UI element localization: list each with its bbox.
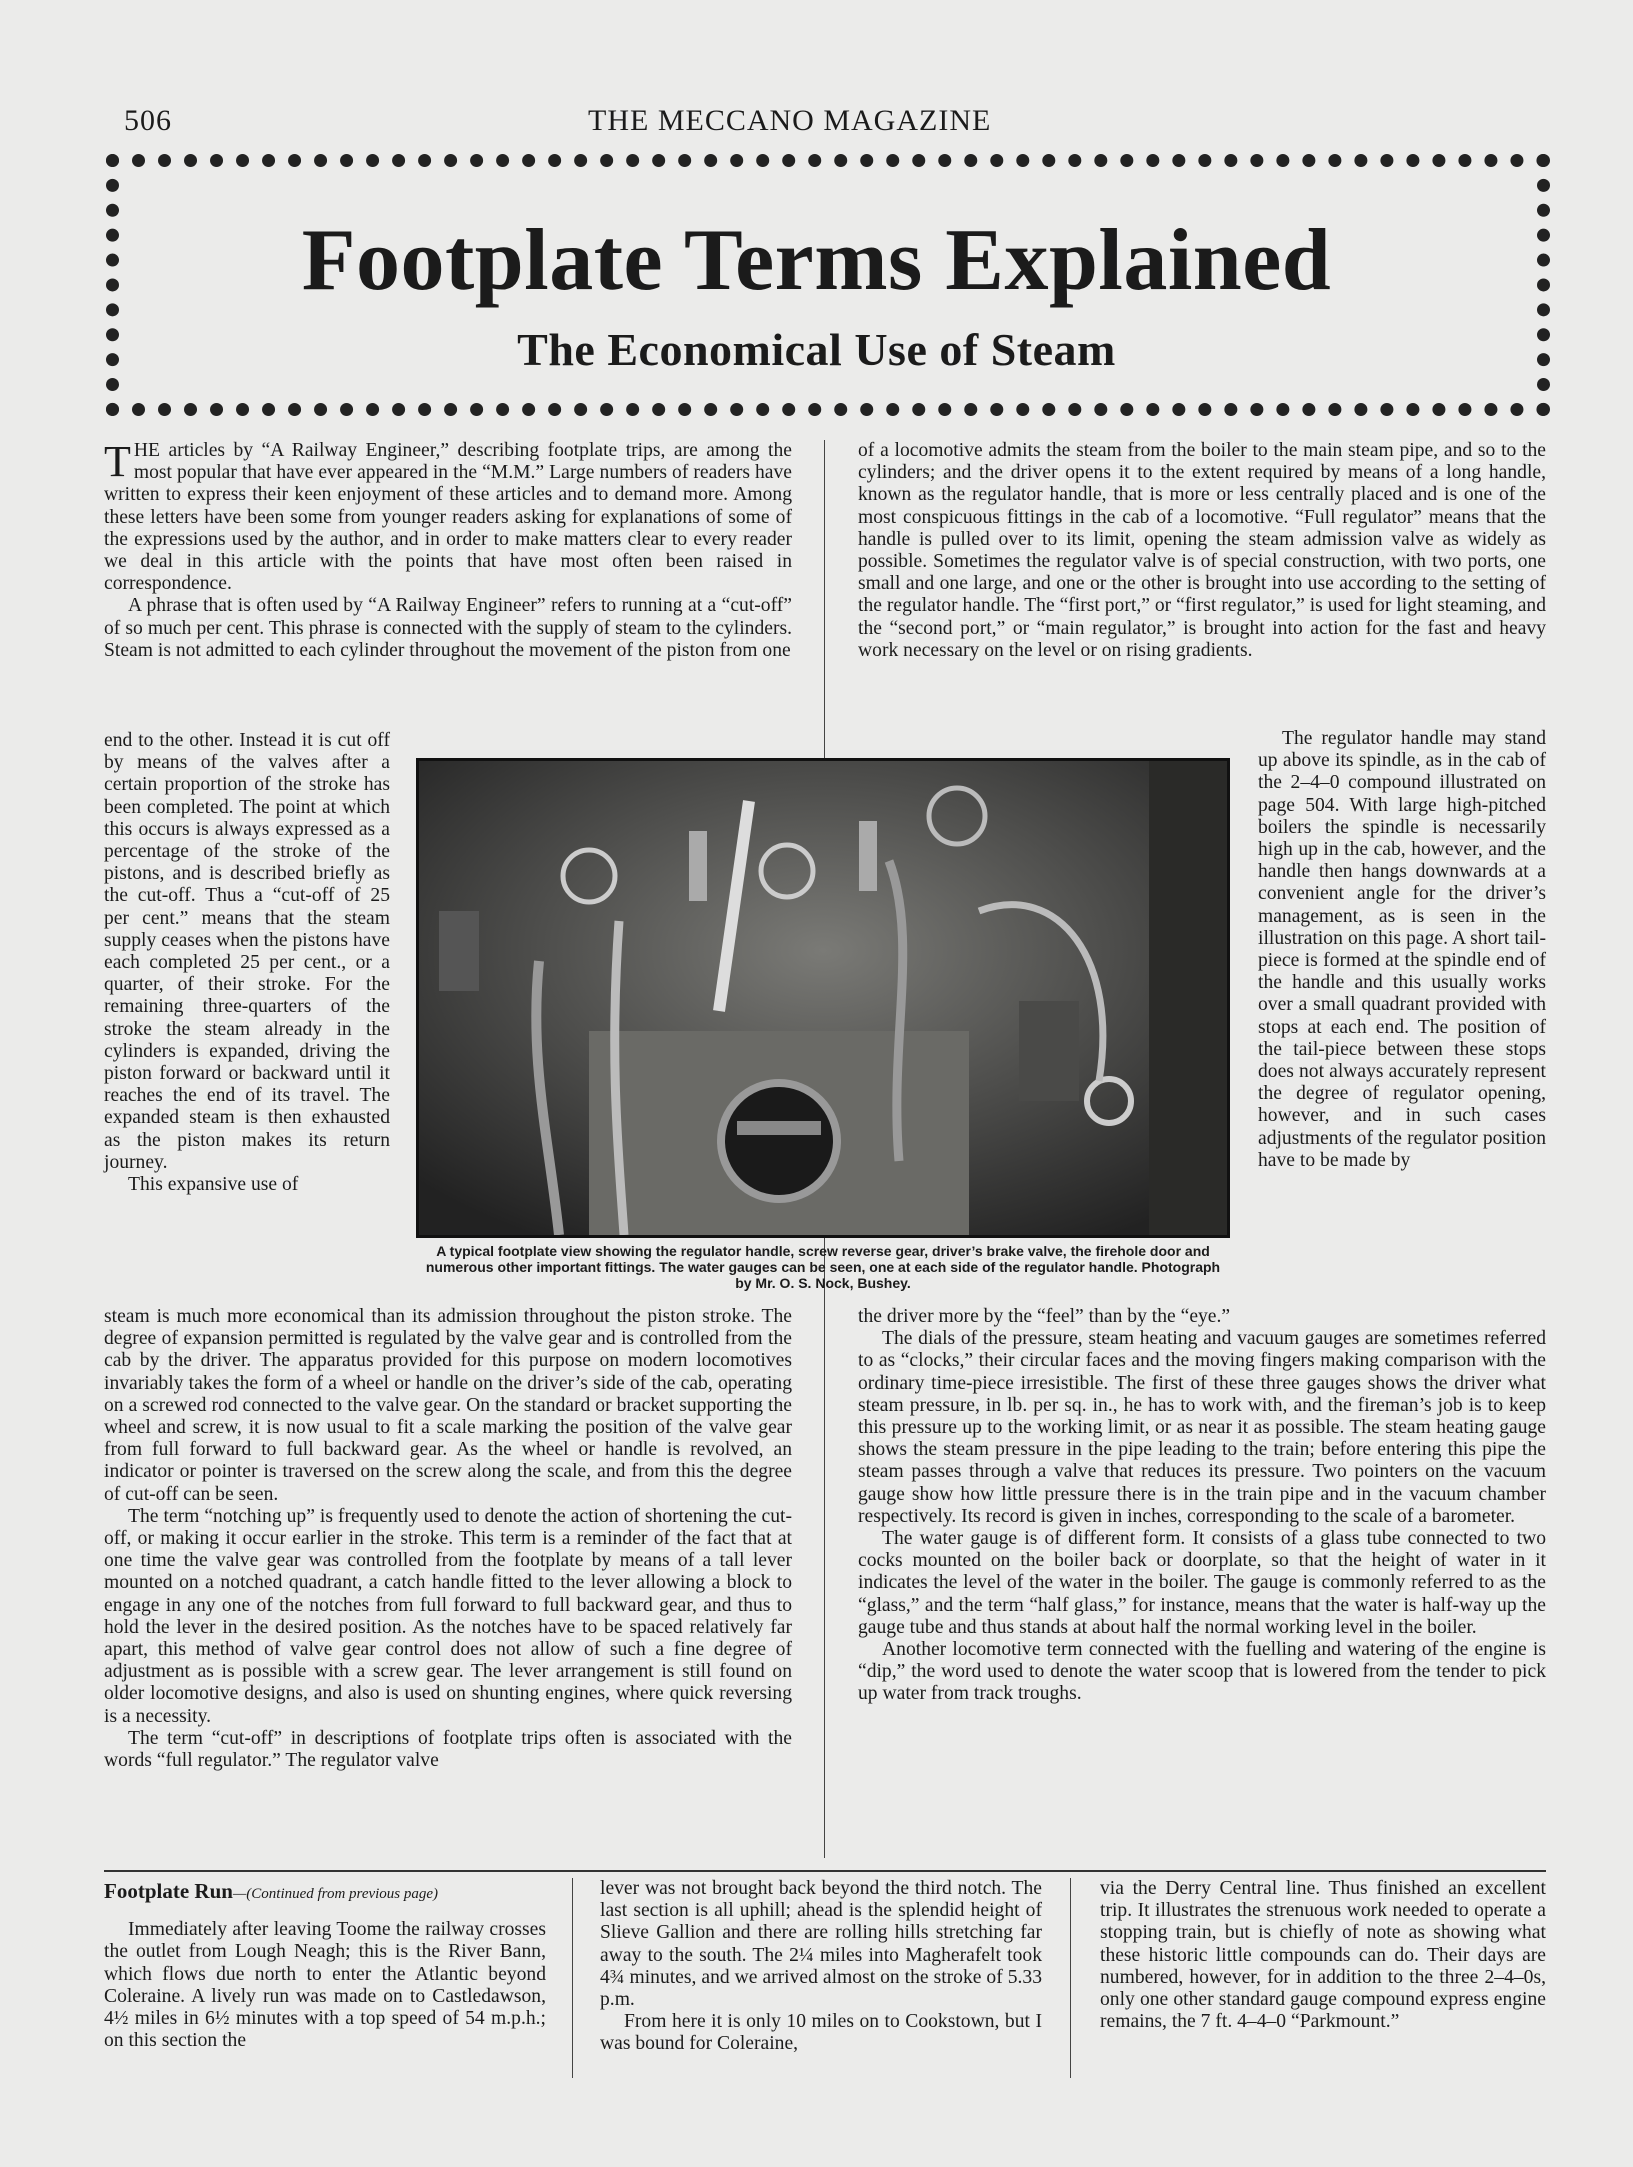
article-paragraph [104,437,792,595]
footplate-run-col3 [1100,1878,1546,2033]
article-title: Footplate Terms Explained [301,212,1332,309]
running-head: THE MECCANO MAGAZINE [588,104,992,137]
article-paragraph: Another locomotive term connected with the fuelling and watering of the engine is “dip,” the word used to denote the water scoop that is lowered from the tender to pick up water from track troughs. [858,1639,1546,1705]
article-paragraph: lever was not brought back beyond the third notch. The last section is all uphill; ahead is the splendid height of Slieve Gallion and there are rolling hills stretching far away to the south. The 2¼ miles into Magherafelt took 4¾ minutes, and we arrived almost on the stroke of 5.33 p.m. [600,1878,1042,2011]
section-divider [104,1870,1546,1872]
run-heading-continued: —(Continued from previous page) [232,1886,439,1902]
article-paragraph: Immediately after leaving Toome the railway crosses the outlet from Lough Neagh; this is the River Bann, which flows due north to enter the Atlantic beyond Coleraine. A lively run was made on to Castledawson, 4½ miles in 6½ minutes with a top speed of 54 m.p.h.; on this section the [104,1919,546,2052]
article-col2-bottom [858,1306,1546,1706]
paragraph-text: HE articles by “A Railway Engineer,” describing footplate trips, are among the most popular that have ever appeared in the “M.M.” Large numbers of readers have written to express their keen enjoyment of these articles and to demand more. Among these letters have been some from younger readers asking for explanations of some of the expressions used by the author, and in order to make matters clear to every reader we deal in this article with the points that have most often been raised in correspondence. [104,440,792,595]
article-paragraph: The term “notching up” is frequently used to denote the action of shortening the cut-off, or making it occur earlier in the stroke. This term is a reminder of the fact that at one time the valve gear was controlled from the footplate by means of a tall lever mounted on a notched quadrant, a catch handle fitted to the lever allowing a block to engage in any one of the notches from full forward to full backward gear, and thus to hold the lever in the desired position. As the notches have to be spaced relatively far apart, this method of valve gear control does not allow of such a fine degree of adjustment as is possible with a screw gear. The lever arrangement is still found on older locomotive designs, and also is used on shunting engines, where quick reversing is a necessity. [104,1505,792,1727]
article-paragraph: The term “cut-off” in descriptions of footplate trips often is associated with the words “full regulator.” The regulator valve [104,1727,792,1772]
article-paragraph: steam is much more economical than its admission throughout the piston stroke. The degree of expansion permitted is regulated by the valve gear and is controlled from the cab by the driver. The apparatus provided for this purpose on modern locomotives invariably takes the form of a wheel or handle on the driver’s side of the cab, operating on a screwed rod connected to the valve gear. On the standard or bracket supporting the wheel and screw, it is now usual to fit a scale marking the position of the valve gear from full forward to full backward gear. As the wheel or handle is revolved, an indicator or pointer is traversed on the screw along the scale, and from this the degree of cut-off can be seen. [104,1306,792,1505]
photo-caption: A typical footplate view showing the regulator handle, screw reverse gear, driver’s brake valve, the firehole door and numerous other important fittings. The water gauges can be seen, one at each side of the regulator handle. Photograph by Mr. O. S. Nock, Bushey. [425,1243,1221,1291]
article-paragraph: This expansive use of [128,1174,299,1196]
article-paragraph: From here it is only 10 miles on to Cookstown, but I was bound for Coleraine, [600,2011,1042,2055]
article-subtitle: The Economical Use of Steam [517,324,1116,375]
footplate-photo [416,758,1230,1238]
article-col2-top [858,440,1546,662]
page-number: 506 [124,104,172,137]
article-col2-narrow [1258,728,1546,1172]
article-paragraph: the driver more by the “feel” than by the “eye.” [858,1306,1231,1327]
footplate-run-col1 [104,1880,546,2052]
article-col1-bottom [104,1306,792,1772]
article-paragraph: A phrase that is often used by “A Railway Engineer” refers to running at a “cut-off” of so much per cent. This phrase is connected with the supply of steam to the cylinders. Steam is not admitted to each cylinder throughout the movement of the piston from one [104,595,792,661]
article-paragraph: The dials of the pressure, steam heating and vacuum gauges are sometimes referred to as “clocks,” their circular faces and the moving fingers making comparison with the ordinary time-piece irresistible. The first of these three gauges shows the driver what steam pressure, in lb. per sq. in., he has to work with, and the fireman’s job is to keep this pressure up to the working limit, or as near it as possible. The steam heating gauge shows the steam pressure in the pipe leading to the train; before entering this pipe the steam passes through a valve that reduces its pressure. Two pointers on the vacuum gauge show how little pressure there is in the train pipe and in the vacuum chamber respectively. Its record is given in inches, corresponding to the scale of a barometer. [858,1328,1546,1527]
column-divider [1070,1878,1071,2078]
article-paragraph: end to the other. Instead it is cut off by means of the valves after a certain proportion of the stroke has been completed. The point at which this occurs is always expressed as a percentage of the stroke of the pistons, and is described briefly as the cut-off. Thus a “cut-off of 25 per cent.” means that the steam supply ceases when the pistons have each completed 25 per cent., or a quarter, of their stroke. For the remaining three-quarters of the stroke the steam already in the cylinders is expanded, driving the piston forward or backward until it reaches the end of its travel. The expanded steam is then exhausted as the piston makes its return journey. [104,730,390,1173]
footplate-run-col2 [600,1878,1042,2056]
article-col1-narrow [104,730,390,1196]
article-col1-top [104,437,792,662]
drop-cap: T [104,437,131,486]
footplate-run-heading [104,1880,546,1905]
column-divider [572,1878,573,2078]
article-paragraph: via the Derry Central line. Thus finished an excellent trip. It illustrates the strenuous work needed to operate a stopping train, but is chiefly of note as showing what these historic little compounds can do. Their days are numbered, however, for in addition to the three 2–4–0s, only one other standard gauge compound express engine remains, the 7 ft. 4–4–0 “Parkmount.” [1100,1878,1546,2033]
footplate-photo-drawing [419,761,1227,1235]
article-paragraph: The regulator handle may stand up above its spindle, as in the cab of the 2–4–0 compound illustrated on page 504. With large high-pitched boilers the spindle is necessarily high up in the cab, however, and the handle then hangs downwards at a convenient angle for the driver’s management, as is seen in the illustration on this page. A short tail-piece is formed at the spindle end of the handle and this usually works over a small quadrant provided with stops at each end. The position of the tail-piece between these stops does not always accurately represent the degree of regulator opening, however, and in such cases adjustments of the regulator position have to be made by [1258,728,1546,1171]
run-heading-text: Footplate Run [104,1879,233,1903]
article-paragraph: The water gauge is of different form. It consists of a glass tube connected to two cocks mounted on the boiler back or doorplate, so that the height of water in it indicates the level of the water in the boiler. The gauge is commonly referred to as the “glass,” and the term “half glass,” for instance, means that the water is half-way up the gauge tube and thus stands at about half the normal working level in the boiler. [858,1528,1546,1638]
article-paragraph: of a locomotive admits the steam from the boiler to the main steam pipe, and so to the cylinders; and the driver opens it to the extent required by means of a long handle, known as the regulator handle, that is more or less centrally placed and is one of the most conspicuous fittings in the cab of a locomotive. “Full regulator” means that the handle is pulled over to its limit, opening the steam admission valve as widely as possible. Sometimes the regulator valve is of special construction, with two ports, one small and one large, and one or the other is brought into use according to the setting of the regulator handle. The “first port,” or “first regulator,” is used for light steaming, and the “second port,” or “main regulator,” is brought into action for the fast and heavy work necessary on the level or on rising gradients. [858,440,1546,661]
